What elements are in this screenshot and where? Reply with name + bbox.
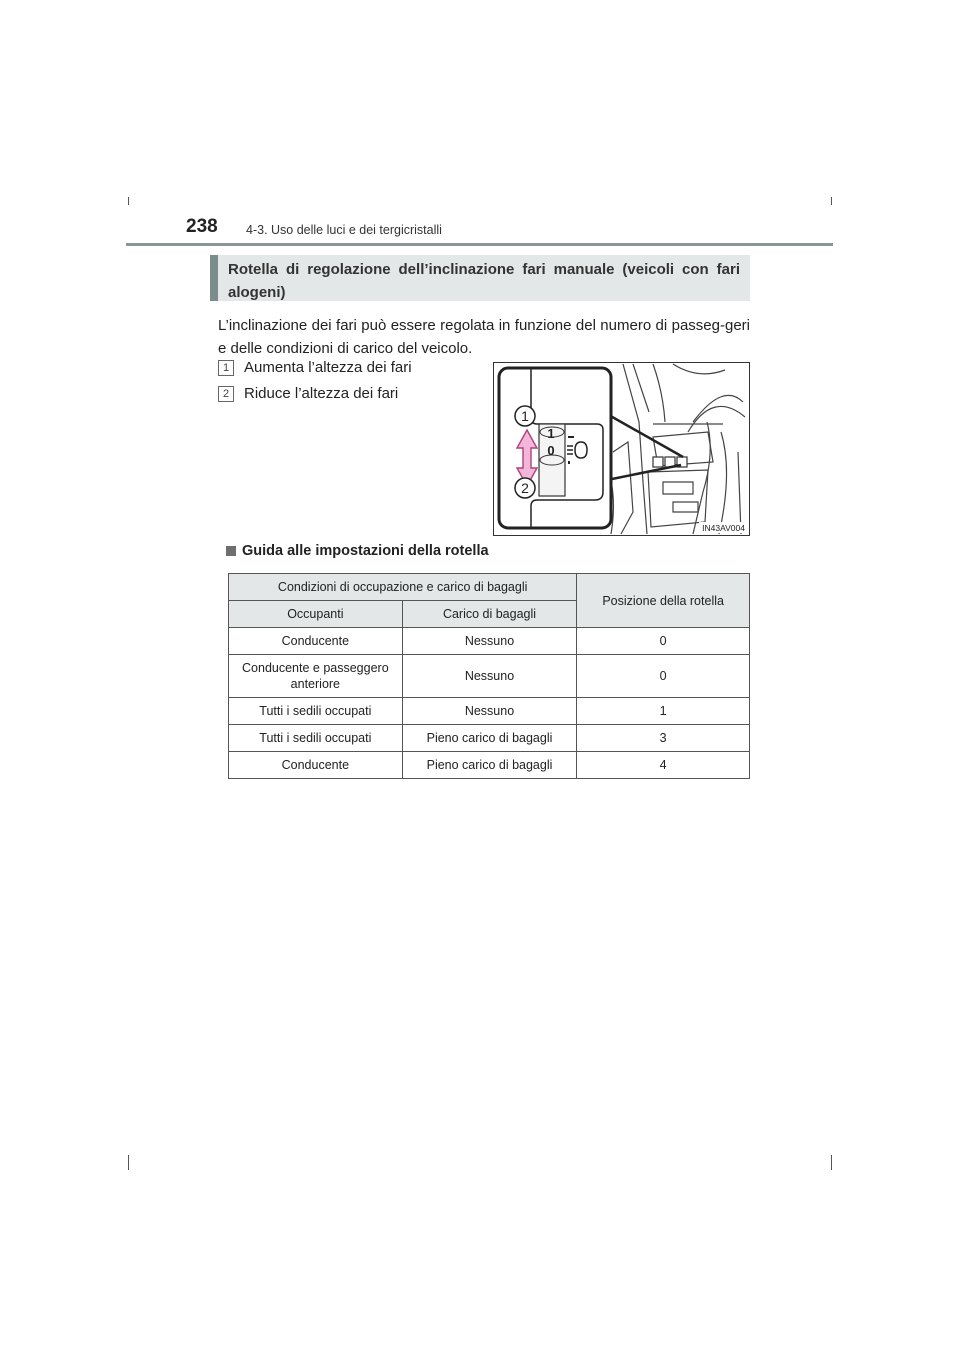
table-row <box>229 725 750 752</box>
table-cell-position: 0 <box>577 655 750 698</box>
callout-number-1: 1 <box>521 408 529 424</box>
table-cell-occupants: Tutti i sedili occupati <box>229 698 403 725</box>
crop-mark <box>831 197 832 205</box>
legend-item-1 <box>218 359 412 376</box>
dial-number-top: 1 <box>547 426 555 441</box>
table-cell-load: Nessuno <box>402 628 577 655</box>
legend-number-1: 1 <box>218 360 234 376</box>
table-cell-load: Pieno carico di bagagli <box>402 725 577 752</box>
table-cell-occupants: Tutti i sedili occupati <box>229 725 403 752</box>
callout-number-2: 2 <box>521 480 529 496</box>
page-number: 238 <box>186 216 218 237</box>
crop-mark <box>831 1155 832 1170</box>
table-cell-occupants: Conducente e passeggero anteriore <box>229 655 403 698</box>
table-row <box>229 698 750 725</box>
table-cell-occupants: Conducente <box>229 752 403 779</box>
table-group-header: Condizioni di occupazione e carico di bagagli <box>229 574 577 601</box>
dial-number-bottom: 0 <box>547 443 555 458</box>
table-header-occupants: Occupanti <box>229 601 403 628</box>
square-bullet-icon <box>226 546 236 556</box>
header-rule <box>126 243 833 246</box>
legend-number-2: 2 <box>218 386 234 402</box>
table-header-load: Carico di bagagli <box>402 601 577 628</box>
legend-text-1: Aumenta l’altezza dei fari <box>244 359 412 376</box>
table-cell-load: Nessuno <box>402 698 577 725</box>
section-title: Rotella di regolazione dell’inclinazione fari manuale (veicoli con fari alogeni) <box>228 261 740 301</box>
table-cell-position: 3 <box>577 725 750 752</box>
settings-table <box>228 573 750 779</box>
crop-mark <box>128 197 129 205</box>
table-row <box>229 628 750 655</box>
table-cell-position: 1 <box>577 698 750 725</box>
figure-code: IN43AV004 <box>702 523 745 533</box>
table-cell-position: 0 <box>577 628 750 655</box>
section-label: 4-3. Uso delle luci e dei tergicristalli <box>246 223 442 237</box>
table-cell-load: Pieno carico di bagagli <box>402 752 577 779</box>
section-title-box <box>210 255 750 301</box>
table-cell-load: Nessuno <box>402 655 577 698</box>
intro-paragraph: L’inclinazione dei fari può essere regolata in funzione del numero di passeg-geri e delle condizioni di carico del veicolo. <box>218 317 750 357</box>
table-row <box>229 655 750 698</box>
subheading <box>226 543 489 559</box>
table-cell-position: 4 <box>577 752 750 779</box>
crop-mark <box>128 1155 129 1170</box>
table-header-position: Posizione della rotella <box>577 574 750 628</box>
legend-text-2: Riduce l’altezza dei fari <box>244 385 399 402</box>
table-cell-occupants: Conducente <box>229 628 403 655</box>
subheading-text: Guida alle impostazioni della rotella <box>242 543 489 559</box>
headlight-dial-illustration <box>493 362 750 536</box>
table-row <box>229 752 750 779</box>
legend-item-2 <box>218 385 398 402</box>
